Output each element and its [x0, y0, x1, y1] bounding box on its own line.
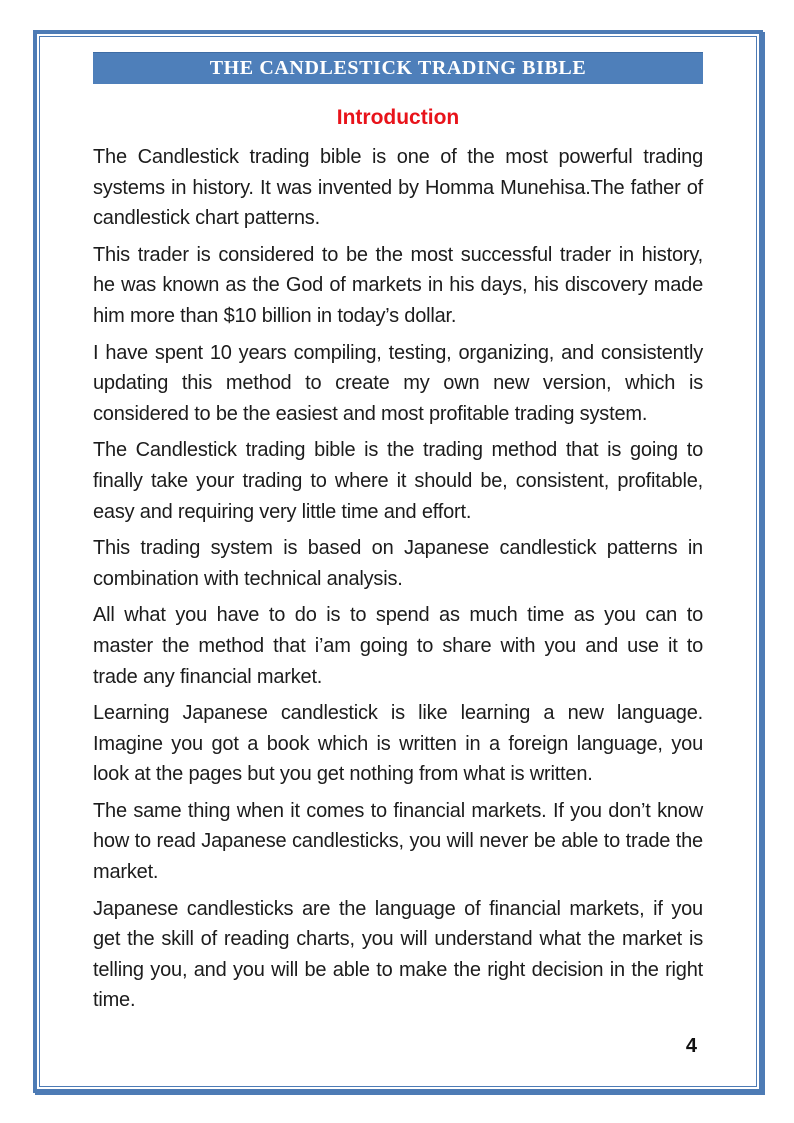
body-paragraph: Japanese candlesticks are the language of financial markets, if you get the skill of reading charts, you will understand what the market is telling you, and you will be able to make the right decision in the right time. [93, 897, 703, 1012]
body-paragraph: Learning Japanese candlestick is like learning a new language. Imagine you got a book which is written in a foreign language, you look at the pages but you get nothing from what is written. [93, 702, 703, 786]
section-heading: Introduction [336, 106, 460, 129]
body-paragraph: The Candlestick trading bible is the trading method that is going to finally take your trading to where it should be, consistent, profitable, easy and requiring very little time and effort. [93, 439, 703, 523]
document-title: THE CANDLESTICK TRADING BIBLE [209, 56, 587, 79]
body-text-block [93, 142, 703, 1016]
body-paragraph: The Candlestick trading bible is one of the most powerful trading systems in history. It was invented by Homma Munehisa.The father of candlestick chart patterns. [93, 146, 703, 230]
page-content [93, 52, 703, 1022]
body-paragraph: All what you have to do is to spend as much time as you can to master the method that i’am going to share with you and use it to trade any financial market. [93, 604, 703, 688]
page-number: 4 [685, 1035, 697, 1057]
title-banner [93, 52, 703, 84]
body-paragraph: I have spent 10 years compiling, testing, organizing, and consistently updating this method to create my own new version, which is considered to be the easiest and most profitable trading system. [93, 341, 703, 425]
body-paragraph: The same thing when it comes to financial markets. If you don’t know how to read Japanese candlesticks, you will never be able to trade the market. [93, 799, 703, 884]
body-paragraph: This trader is considered to be the most successful trader in history, he was known as the God of markets in his days, his discovery made him more than $10 billion in today’s dollar. [93, 243, 703, 327]
body-paragraph: This trading system is based on Japanese candlestick patterns in combination with technical analysis. [93, 537, 703, 590]
